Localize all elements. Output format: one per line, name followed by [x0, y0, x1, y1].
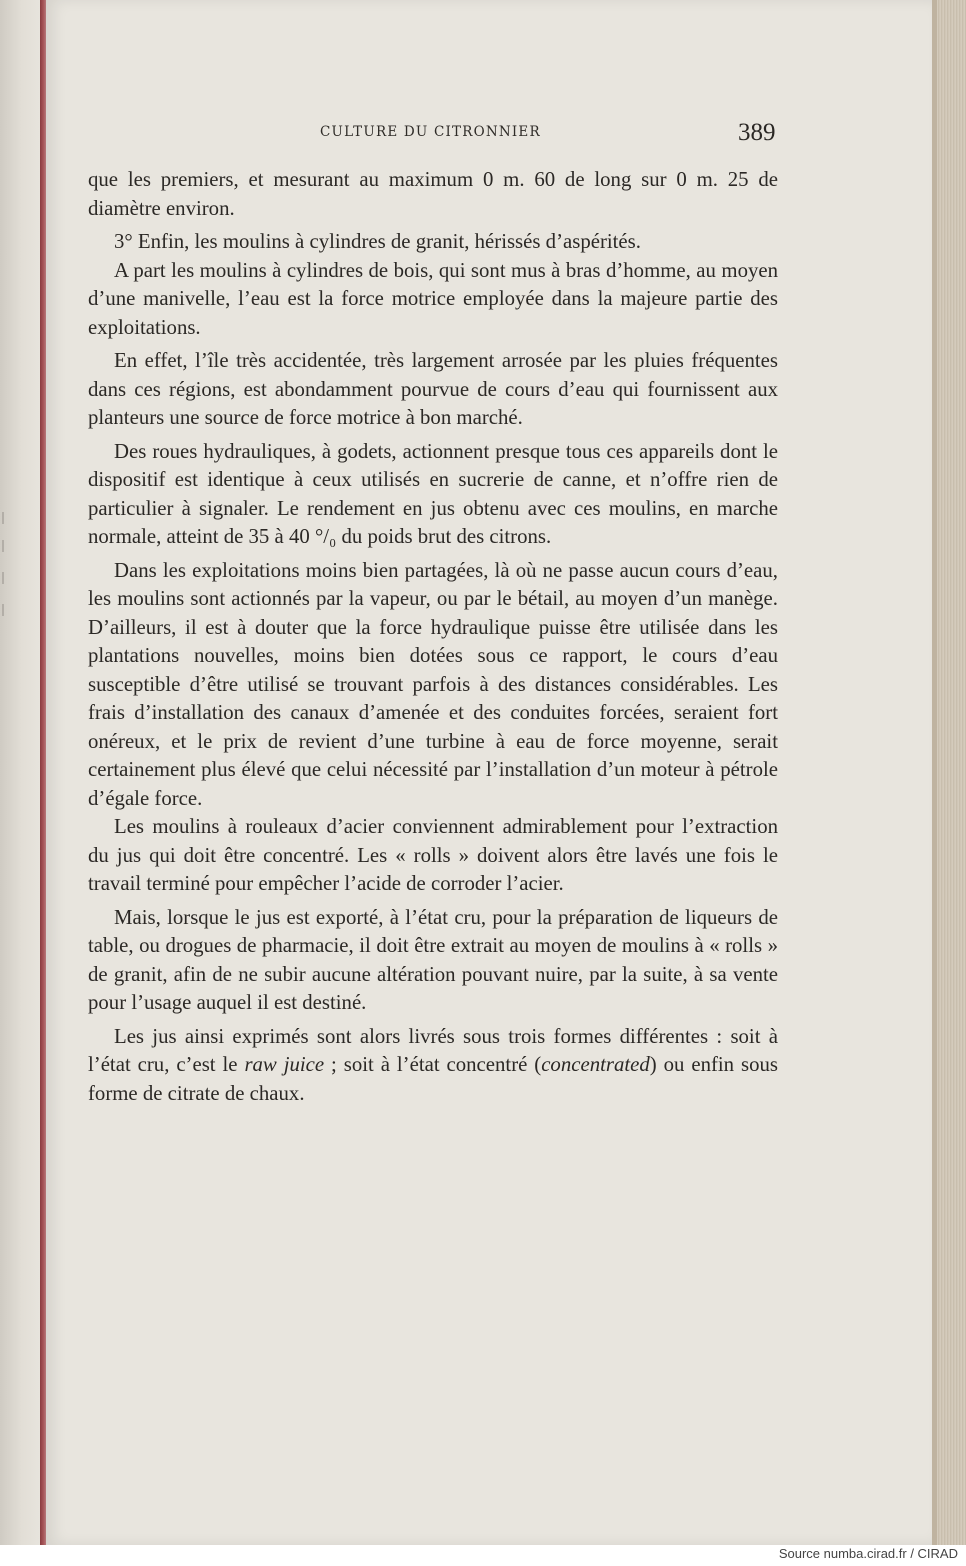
paragraph: Dans les exploitations moins bien partagées, là où ne passe aucun cours d’eau, les moulins sont actionnés par la vapeur, ou par le bétail, au moyen d’un manège. D’ailleurs, il est à douter que la force hydraulique puisse être utilisée dans les plantations nouvelles, moins bien dotées sous ce rapport, le cours d’eau susceptible d’être utilisé se trouvant parfois à des distances considérables. Les frais d’installation des canaux d’amenée et des conduites forcées, seraient fort onéreux, et le prix de revient d’une turbine à eau de force moyenne, serait certainement plus élevé que celui nécessité par l’installation d’un moteur à pétrole d’égale force. [88, 558, 778, 810]
source-credit: Source numba.cirad.fr / CIRAD [778, 1546, 958, 1561]
page-fore-edge [932, 0, 966, 1545]
paragraph: Mais, lorsque le jus est exporté, à l’état cru, pour la préparation de liqueurs de table, ou drogues de pharmacie, il doit être extrait au moyen de moulins à « rolls » de granit, afin de ne subir aucune altération pouvant nuire, par la suite, à sa vente pour l’usage auquel il est destiné. [88, 905, 778, 1014]
italic-term: concentrated [541, 1053, 650, 1076]
text-run: ; soit à l’état concentré ( [324, 1053, 542, 1076]
spine-bleed-mark [2, 540, 12, 552]
paragraph: En effet, l’île très accidentée, très largement arrosée par les pluies fréquentes dans ces régions, est abondamment pourvue de cours d’eau qui fournissent aux planteurs une source de force motrice à bon marché. [88, 349, 778, 429]
spine-bleed-mark [2, 604, 12, 616]
paragraph: 3° Enfin, les moulins à cylindres de granit, hérissés d’aspérités. [114, 230, 641, 253]
spine-bleed-mark [2, 512, 12, 524]
paragraph: que les premiers, et mesurant au maximum 0 m. 60 de long sur 0 m. 25 de diamètre environ. [88, 168, 778, 220]
paragraph: Les moulins à rouleaux d’acier conviennent admirablement pour l’extraction du jus qui doit être concentré. Les « rolls » doivent alors être lavés une fois le travail terminé pour empêcher l’acide de corroder l’acier. [88, 815, 778, 895]
spine-bleed-mark [2, 572, 12, 584]
italic-term: raw juice [244, 1053, 325, 1076]
book-spine-shadow [0, 0, 40, 1545]
text-run: Les jus ainsi exprimés sont alors livrés sous trois formes différentes : soit à l’état cru, c’est le [88, 1024, 778, 1076]
text-run: ) ou enfin sous forme de citrate de chaux. [88, 1053, 778, 1105]
paragraph-last [88, 1023, 778, 1109]
paragraph: A part les moulins à cylindres de bois, qui sont mus à bras d’homme, au moyen d’une manivelle, l’eau est la force motrice employée dans la majeure partie des exploitations. [88, 258, 778, 339]
body-text [88, 166, 778, 1108]
page-number: 389 [738, 119, 776, 146]
running-title: CULTURE DU CITRONNIER [320, 124, 541, 140]
paragraph: Des roues hydrauliques, à godets, actionnent presque tous ces appareils dont le dispositif est identique à ceux utilisés en sucrerie de canne, et n’offre rien de particulier à signaler. Le rendement en jus obtenu avec ces moulins, en marche normale, atteint de 35 à 40 °/₀ du poids brut des citrons. [88, 439, 778, 548]
